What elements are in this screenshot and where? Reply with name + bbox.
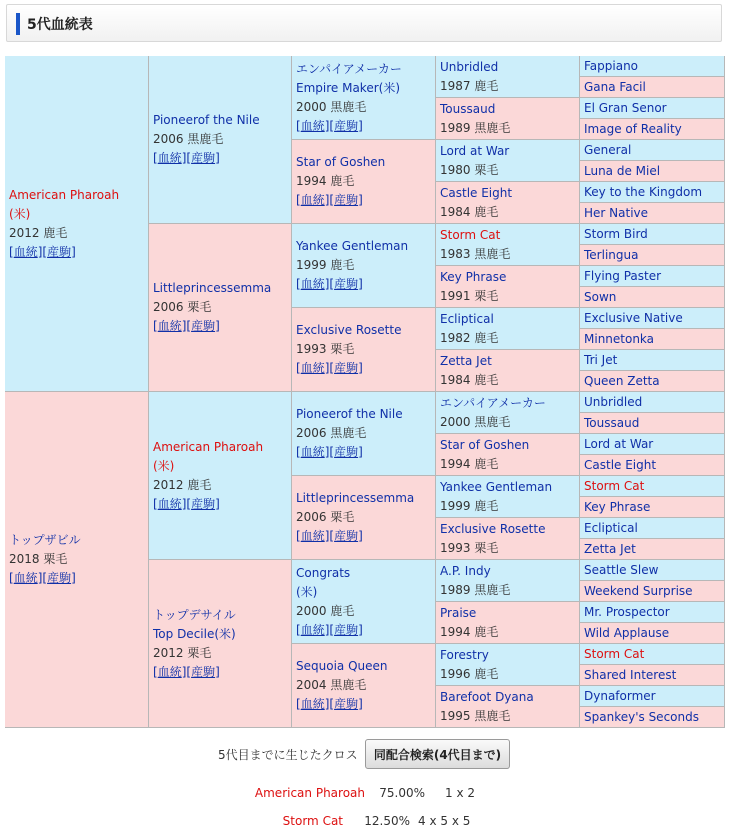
horse-name-link[interactable]: Seattle Slew xyxy=(584,563,659,577)
horse-name-link[interactable]: A.P. Indy xyxy=(440,564,491,578)
pedigree-link[interactable]: 血統 xyxy=(300,277,325,291)
pedigree-cell-gen5 xyxy=(580,581,725,602)
horse-birth-color: 1994 鹿毛 xyxy=(296,174,355,188)
bracket: ] xyxy=(215,319,220,333)
header-accent-bar xyxy=(16,13,20,35)
foals-link[interactable]: 産駒 xyxy=(47,571,72,585)
horse-name-link[interactable]: Storm Cat xyxy=(584,479,645,493)
pedigree-cell-gen5 xyxy=(580,371,725,392)
pedigree-cell-gen5 xyxy=(580,56,725,77)
pedigree-foals-links xyxy=(153,149,287,168)
pedigree-cell-gen5 xyxy=(580,119,725,140)
foals-link[interactable]: 産駒 xyxy=(334,361,359,375)
horse-name-link[interactable]: Yankee Gentleman xyxy=(296,239,409,253)
pedigree-cell-gen3 xyxy=(292,560,436,644)
pedigree-foals-links xyxy=(153,663,287,682)
horse-birth-color: 2006 黒鹿毛 xyxy=(296,426,367,440)
horse-name-link[interactable]: Ecliptical xyxy=(440,312,494,326)
horse-birth-color: 1999 鹿毛 xyxy=(296,258,355,272)
foals-link[interactable]: 産駒 xyxy=(334,622,359,637)
horse-birth-color: 2000 黒鹿毛 xyxy=(440,415,511,429)
bracket: ][ xyxy=(324,361,335,375)
pedigree-cell-gen5 xyxy=(580,602,725,623)
pedigree-cell-gen5 xyxy=(580,308,725,329)
foals-link[interactable]: 産駒 xyxy=(191,496,216,511)
horse-name-link[interactable]: Storm Cat xyxy=(584,647,645,661)
pedigree-cell-gen5 xyxy=(580,350,725,371)
pedigree-cell-gen4 xyxy=(436,308,580,350)
horse-name-link[interactable]: Toussaud xyxy=(440,102,496,116)
section-title: 5代血統表 xyxy=(27,17,93,33)
horse-name-link[interactable]: General xyxy=(584,143,632,157)
pedigree-cell-gen5 xyxy=(580,455,725,476)
bracket: ] xyxy=(358,445,363,459)
pedigree-link[interactable]: 血統 xyxy=(300,529,325,543)
pedigree-cell-gen4 xyxy=(436,560,580,602)
bracket: ][ xyxy=(324,622,335,637)
bracket: [ xyxy=(153,151,158,165)
horse-name-link[interactable]: Castle Eight xyxy=(440,186,513,200)
pedigree-link[interactable]: 血統 xyxy=(157,664,182,679)
cross-generations: 1 x 2 xyxy=(445,786,475,800)
pedigree-cell-gen4 xyxy=(436,434,580,476)
pedigree-cell-gen1 xyxy=(5,56,149,392)
bracket: ][ xyxy=(181,151,192,165)
bracket: ][ xyxy=(324,193,335,207)
pedigree-cell-gen5 xyxy=(580,539,725,560)
horse-name-link[interactable]: Luna de Miel xyxy=(584,164,661,178)
horse-name-link[interactable]: Sequoia Queen xyxy=(296,659,388,673)
horse-birth-color: 1994 鹿毛 xyxy=(440,625,499,639)
horse-name-link[interactable]: Unbridled xyxy=(440,60,499,74)
pedigree-cell-gen3 xyxy=(292,308,436,392)
foals-link[interactable]: 産駒 xyxy=(334,193,359,207)
pedigree-cell-gen4 xyxy=(436,56,580,98)
foals-link[interactable]: 産駒 xyxy=(47,244,72,259)
pedigree-foals-links xyxy=(153,495,287,514)
bracket: ] xyxy=(215,151,220,165)
bracket: [ xyxy=(296,118,301,133)
horse-origin[interactable]: (米) xyxy=(153,458,175,473)
pedigree-link[interactable]: 血統 xyxy=(13,571,38,585)
pedigree-cell-gen5 xyxy=(580,497,725,518)
bracket: ][ xyxy=(181,496,192,511)
horse-name-link[interactable]: Exclusive Rosette xyxy=(296,323,402,337)
horse-name-link[interactable]: American Pharoah xyxy=(9,187,120,202)
horse-name-link[interactable]: Praise xyxy=(440,606,477,620)
bracket: ] xyxy=(215,496,220,511)
horse-name-link[interactable]: エンパイアメーカー xyxy=(440,396,546,410)
horse-name-link[interactable]: Zetta Jet xyxy=(440,354,492,368)
horse-name-link[interactable]: Exclusive Native xyxy=(584,311,683,325)
bracket: ][ xyxy=(37,244,48,259)
same-breeding-search-button[interactable]: 同配合検索(4代目まで) xyxy=(365,739,510,769)
bracket: ][ xyxy=(324,277,335,291)
pedigree-cell-gen5 xyxy=(580,161,725,182)
horse-name-link[interactable]: Lord at War xyxy=(440,144,510,158)
bracket: [ xyxy=(296,697,301,711)
pedigree-foals-links xyxy=(296,275,431,294)
pedigree-foals-links xyxy=(296,191,431,210)
pedigree-cell-gen5 xyxy=(580,707,725,728)
horse-name-link[interactable]: Dynaformer xyxy=(584,689,656,703)
bracket: [ xyxy=(153,496,158,511)
foals-link[interactable]: 産駒 xyxy=(191,319,216,333)
bracket: ][ xyxy=(181,319,192,333)
horse-name-link[interactable]: Flying Paster xyxy=(584,269,662,283)
horse-name-link[interactable]: Storm Cat xyxy=(440,228,501,242)
horse-birth-color: 1984 鹿毛 xyxy=(440,373,499,387)
bracket: ] xyxy=(71,571,76,585)
pedigree-cell-gen5 xyxy=(580,665,725,686)
horse-birth-color: 2006 栗毛 xyxy=(296,510,355,524)
bracket: [ xyxy=(296,277,301,291)
horse-name-link[interactable]: トップザビル xyxy=(9,533,81,547)
horse-name-link[interactable]: Congrats xyxy=(296,565,351,580)
foals-link[interactable]: 産駒 xyxy=(334,697,359,711)
pedigree-cell-gen2 xyxy=(149,392,292,560)
horse-name-link[interactable]: Ecliptical xyxy=(584,521,638,535)
pedigree-cell-gen5 xyxy=(580,287,725,308)
pedigree-cell-gen3 xyxy=(292,644,436,728)
bracket: [ xyxy=(153,664,158,679)
pedigree-cell-gen5 xyxy=(580,392,725,413)
horse-name-link[interactable]: Storm Bird xyxy=(584,227,648,241)
cross-horse-name[interactable]: American Pharoah xyxy=(254,786,365,800)
bracket: [ xyxy=(153,319,158,333)
horse-birth-color: 1993 栗毛 xyxy=(296,342,355,356)
pedigree-foals-links xyxy=(296,443,431,462)
horse-birth-color: 1996 鹿毛 xyxy=(440,667,499,681)
horse-birth-color: 1984 鹿毛 xyxy=(440,205,499,219)
pedigree-cell-gen5 xyxy=(580,98,725,119)
horse-name-link[interactable]: Queen Zetta xyxy=(584,374,660,388)
bracket: ][ xyxy=(324,529,335,543)
horse-name-link[interactable]: Yankee Gentleman xyxy=(440,480,553,494)
horse-birth-color: 1989 黒鹿毛 xyxy=(440,583,511,597)
horse-name-link[interactable]: Spankey's Seconds xyxy=(584,710,699,724)
horse-name-link[interactable]: Star of Goshen xyxy=(440,438,530,452)
pedigree-link[interactable]: 血統 xyxy=(157,496,182,511)
bracket: ] xyxy=(358,277,363,291)
horse-birth-color: 1991 栗毛 xyxy=(440,289,499,303)
horse-birth-color: 2006 栗毛 xyxy=(153,300,212,314)
horse-birth-color: 2000 鹿毛 xyxy=(296,603,355,618)
horse-birth-color: 2012 鹿毛 xyxy=(9,225,68,240)
bracket: ][ xyxy=(181,664,192,679)
pedigree-cell-gen5 xyxy=(580,644,725,665)
pedigree-cell-gen5 xyxy=(580,623,725,644)
section-header xyxy=(6,4,722,42)
pedigree-cell-gen5 xyxy=(580,266,725,287)
cross-row xyxy=(180,814,470,828)
bracket: ] xyxy=(358,193,363,207)
pedigree-cell-gen4 xyxy=(436,602,580,644)
horse-name-link[interactable]: Lord at War xyxy=(584,437,654,451)
pedigree-foals-links xyxy=(296,621,431,640)
pedigree-cell-gen4 xyxy=(436,518,580,560)
horse-name-link[interactable]: Pioneerof the Nile xyxy=(153,113,260,127)
bracket: ] xyxy=(71,244,76,259)
bracket: ] xyxy=(358,622,363,637)
horse-name-link[interactable]: Star of Goshen xyxy=(296,155,386,169)
pedigree-cell-gen1 xyxy=(5,392,149,728)
pedigree-cell-gen3 xyxy=(292,392,436,476)
horse-name-link[interactable]: Unbridled xyxy=(584,395,643,409)
cross-label: 5代目までに生じたクロス xyxy=(218,748,358,762)
bracket: ] xyxy=(358,361,363,375)
pedigree-foals-links xyxy=(296,695,431,714)
horse-name-link[interactable]: Littleprincessemma xyxy=(153,281,272,295)
foals-link[interactable]: 産駒 xyxy=(334,277,359,291)
pedigree-cell-gen5 xyxy=(580,560,725,581)
pedigree-link[interactable]: 血統 xyxy=(157,319,182,333)
cross-row xyxy=(180,786,475,800)
horse-origin[interactable]: Empire Maker(米) xyxy=(296,80,400,95)
pedigree-cell-gen3 xyxy=(292,140,436,224)
horse-name-link[interactable]: Sown xyxy=(584,290,617,304)
pedigree-cell-gen4 xyxy=(436,182,580,224)
cross-percent: 12.50% xyxy=(364,814,410,828)
pedigree-cell-gen2 xyxy=(149,560,292,728)
horse-name-link[interactable]: Shared Interest xyxy=(584,668,677,682)
pedigree-cell-gen5 xyxy=(580,413,725,434)
horse-birth-color: 1994 鹿毛 xyxy=(440,457,499,471)
foals-link[interactable]: 産駒 xyxy=(334,118,359,133)
pedigree-cell-gen4 xyxy=(436,392,580,434)
horse-birth-color: 1982 鹿毛 xyxy=(440,331,499,345)
horse-name-link[interactable]: Toussaud xyxy=(584,416,640,430)
bracket: ][ xyxy=(324,445,335,459)
pedigree-foals-links xyxy=(9,569,144,588)
horse-birth-color: 1999 鹿毛 xyxy=(440,499,499,513)
pedigree-cell-gen5 xyxy=(580,224,725,245)
pedigree-cell-gen4 xyxy=(436,644,580,686)
bracket: ][ xyxy=(324,118,335,133)
pedigree-cell-gen2 xyxy=(149,224,292,392)
cross-generations: 4 x 5 x 5 xyxy=(418,814,471,828)
pedigree-link[interactable]: 血統 xyxy=(300,445,325,459)
pedigree-cell-gen4 xyxy=(436,140,580,182)
horse-name-link[interactable]: Castle Eight xyxy=(584,458,657,472)
bracket: [ xyxy=(296,529,301,543)
pedigree-cell-gen5 xyxy=(580,182,725,203)
bracket: [ xyxy=(296,361,301,375)
pedigree-cell-gen3 xyxy=(292,224,436,308)
pedigree-foals-links xyxy=(153,317,287,336)
horse-name-link[interactable]: トップデサイル xyxy=(153,607,236,622)
bracket: ] xyxy=(358,697,363,711)
horse-name-link[interactable]: エンパイアメーカー xyxy=(296,61,402,76)
horse-name-link[interactable]: Pioneerof the Nile xyxy=(296,407,403,421)
pedigree-cell-gen5 xyxy=(580,245,725,266)
pedigree-cell-gen3 xyxy=(292,56,436,140)
horse-birth-color: 1987 鹿毛 xyxy=(440,79,499,93)
horse-birth-color: 1993 栗毛 xyxy=(440,541,499,555)
horse-name-link[interactable]: Key to the Kingdom xyxy=(584,185,703,199)
pedigree-cell-gen2 xyxy=(149,56,292,224)
horse-name-link[interactable]: Fappiano xyxy=(584,59,639,73)
horse-birth-color: 2012 鹿毛 xyxy=(153,477,212,492)
horse-name-link[interactable]: Barefoot Dyana xyxy=(440,690,534,704)
bracket: [ xyxy=(296,193,301,207)
pedigree-foals-links xyxy=(296,117,431,136)
pedigree-table xyxy=(5,56,725,728)
horse-origin[interactable]: Top Decile(米) xyxy=(153,626,236,641)
pedigree-cell-gen5 xyxy=(580,476,725,497)
horse-name-link[interactable]: Exclusive Rosette xyxy=(440,522,546,536)
horse-name-link[interactable]: Key Phrase xyxy=(440,270,507,284)
horse-name-link[interactable]: Image of Reality xyxy=(584,122,682,136)
foals-link[interactable]: 産駒 xyxy=(334,445,359,459)
horse-name-link[interactable]: Key Phrase xyxy=(584,500,651,514)
bracket: ][ xyxy=(324,697,335,711)
bracket: [ xyxy=(296,445,301,459)
pedigree-cell-gen4 xyxy=(436,476,580,518)
horse-birth-color: 1983 黒鹿毛 xyxy=(440,247,511,261)
horse-name-link[interactable]: Wild Applause xyxy=(584,626,670,640)
cross-percent: 75.00% xyxy=(379,786,425,800)
horse-birth-color: 2012 栗毛 xyxy=(153,645,212,660)
pedigree-link[interactable]: 血統 xyxy=(300,193,325,207)
horse-name-link[interactable]: Weekend Surprise xyxy=(584,584,693,598)
horse-origin[interactable]: (米) xyxy=(296,584,318,599)
pedigree-foals-links xyxy=(296,359,431,378)
pedigree-cell-gen4 xyxy=(436,266,580,308)
pedigree-link[interactable]: 血統 xyxy=(300,118,325,133)
horse-name-link[interactable]: Terlingua xyxy=(584,248,639,262)
pedigree-cell-gen4 xyxy=(436,98,580,140)
bracket: ][ xyxy=(37,571,48,585)
pedigree-cell-gen5 xyxy=(580,329,725,350)
pedigree-link[interactable]: 血統 xyxy=(157,151,182,165)
pedigree-cell-gen5 xyxy=(580,686,725,707)
pedigree-cell-gen4 xyxy=(436,224,580,266)
horse-name-link[interactable]: Mr. Prospector xyxy=(584,605,670,619)
horse-birth-color: 2004 黒鹿毛 xyxy=(296,678,367,692)
pedigree-link[interactable]: 血統 xyxy=(300,361,325,375)
pedigree-cell-gen4 xyxy=(436,350,580,392)
pedigree-cell-gen5 xyxy=(580,140,725,161)
foals-link[interactable]: 産駒 xyxy=(191,151,216,165)
bracket: [ xyxy=(296,622,301,637)
horse-origin[interactable]: (米) xyxy=(9,206,31,221)
horse-name-link[interactable]: Her Native xyxy=(584,206,649,220)
horse-birth-color: 1995 黒鹿毛 xyxy=(440,709,511,723)
foals-link[interactable]: 産駒 xyxy=(334,529,359,543)
horse-name-link[interactable]: El Gran Senor xyxy=(584,101,667,115)
horse-birth-color: 2006 黒鹿毛 xyxy=(153,132,224,146)
pedigree-cell-gen5 xyxy=(580,518,725,539)
horse-birth-color: 1989 黒鹿毛 xyxy=(440,121,511,135)
foals-link[interactable]: 産駒 xyxy=(191,664,216,679)
pedigree-link[interactable]: 血統 xyxy=(13,244,38,259)
pedigree-cell-gen4 xyxy=(436,686,580,728)
pedigree-foals-links xyxy=(296,527,431,546)
horse-name-link[interactable]: American Pharoah xyxy=(153,439,264,454)
bracket: ] xyxy=(358,529,363,543)
horse-birth-color: 2018 栗毛 xyxy=(9,552,68,566)
bracket: [ xyxy=(9,244,14,259)
horse-name-link[interactable]: Gana Facil xyxy=(584,80,646,94)
horse-birth-color: 2000 黒鹿毛 xyxy=(296,99,367,114)
horse-name-link[interactable]: Forestry xyxy=(440,648,489,662)
horse-name-link[interactable]: Littleprincessemma xyxy=(296,491,415,505)
horse-name-link[interactable]: Zetta Jet xyxy=(584,542,636,556)
horse-name-link[interactable]: Tri Jet xyxy=(584,353,618,367)
pedigree-foals-links xyxy=(9,243,144,262)
horse-name-link[interactable]: Minnetonka xyxy=(584,332,655,346)
pedigree-cell-gen5 xyxy=(580,434,725,455)
bracket: [ xyxy=(9,571,14,585)
pedigree-cell-gen5 xyxy=(580,77,725,98)
pedigree-cell-gen5 xyxy=(580,203,725,224)
horse-birth-color: 1980 栗毛 xyxy=(440,163,499,177)
bracket: ] xyxy=(215,664,220,679)
bracket: ] xyxy=(358,118,363,133)
pedigree-cell-gen3 xyxy=(292,476,436,560)
cross-horse-name[interactable]: Storm Cat xyxy=(282,814,343,828)
pedigree-link[interactable]: 血統 xyxy=(300,622,325,637)
pedigree-link[interactable]: 血統 xyxy=(300,697,325,711)
